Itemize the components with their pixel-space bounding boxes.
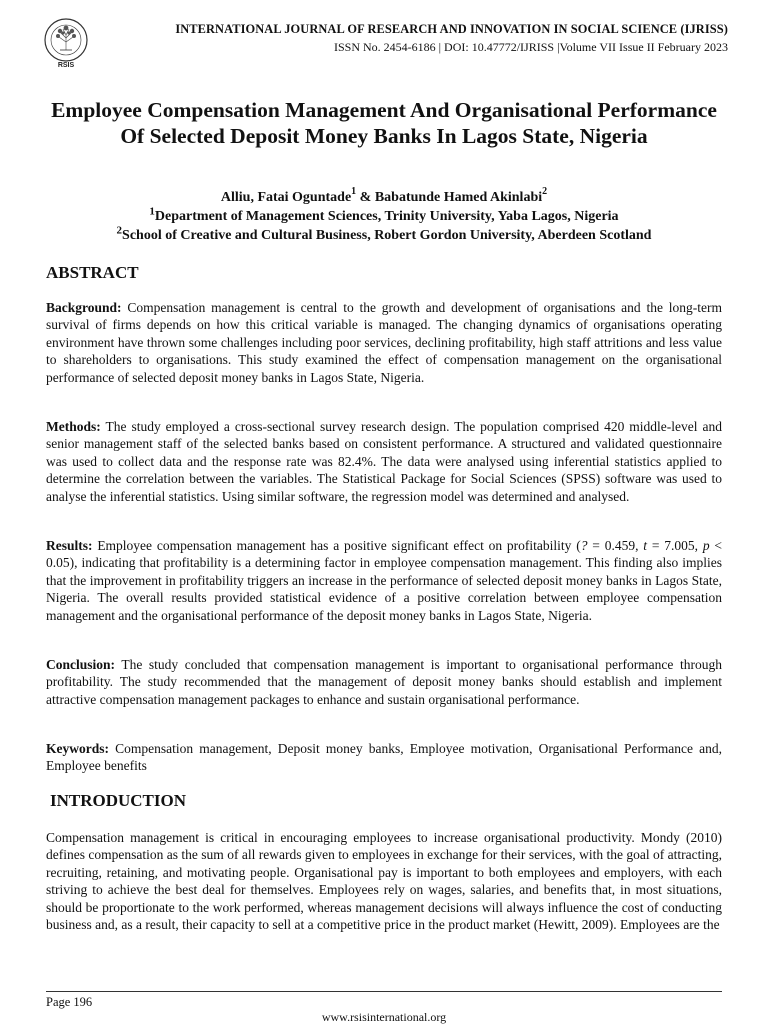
results-beta-symbol: ? — [580, 538, 588, 553]
author-1-affil-marker: 1 — [351, 186, 357, 198]
footer-divider — [46, 991, 722, 992]
background-label: Background: — [46, 300, 122, 315]
methods-text: The study employed a cross-sectional survey research design. The population comprised 420 middle-level and senior management staff of the selected banks based on consistent performance. A structured and validated questionnaire was used to collect data and the response rate was 82.4%. The data were analysed using inferential statistics applied to determine the correlation between the variables. The Statistical Package for Social Sciences (SPSS) software was used to analyse the inferential statistics. Using similar software, the regression model was determined and analysed. — [46, 419, 722, 504]
results-text-3: = 7.005, — [647, 538, 703, 553]
affiliation-1 — [40, 207, 728, 226]
author-1-name: Alliu, Fatai Oguntade — [220, 190, 352, 205]
introduction-text: Compensation management is critical in encouraging employees to increase organisational productivity. Mondy (2010) defines compensation as the sum of all rewards given to employees in exchange for their services, with the goal of attracting, recruiting, retaining, and motivating people. Organisational pay is important to both employees and employers, with each striving to achieve the best deal for themselves. Employees rely on wages, salaries, and benefits that, in most situations, should be proportionate to the work performed, whereas management decisions will always influence the cost of conducting business and, as a result, their capacity to sell at a competitive price in the product market (Hewitt, 2009). Employees are the — [46, 830, 722, 933]
page-number: Page 196 — [46, 995, 93, 1009]
abstract-background — [46, 299, 722, 386]
affiliation-2-number: 2 — [116, 224, 123, 237]
abstract-conclusion — [46, 656, 722, 708]
rsis-logo — [40, 16, 92, 68]
results-label: Results: — [46, 538, 93, 553]
introduction-heading: INTRODUCTION — [50, 791, 187, 810]
results-text-4: < 0.05), indicating that profitability is a determining factor in employee compensation management. This finding also implies that the improvement in profitability triggers an increase in the performance of selected deposit money banks in Lagos State, Nigeria. The overall results provided statistical evidence of a positive correlation between employee compensation management and the organisational performance of the deposit money banks in Lagos State, Nigeria. — [46, 538, 722, 623]
journal-issn-doi: ISSN No. 2454-6186 | DOI: 10.47772/IJRISS |Volume VII Issue II February 2023 — [333, 40, 728, 54]
author-block — [40, 188, 728, 245]
results-p-symbol: p — [702, 538, 710, 553]
conclusion-text: The study concluded that compensation management is important to organisational performance through profitability. The study recommended that the management of deposit money banks should establish and implement attractive compensation management packages to enhance and sustain organisational performance. — [46, 657, 722, 707]
abstract-keywords — [46, 740, 722, 775]
results-t-symbol: t — [643, 538, 648, 553]
journal-name: INTERNATIONAL JOURNAL OF RESEARCH AND INNOVATION IN SOCIAL SCIENCE (IJRISS) — [175, 22, 728, 36]
methods-label: Methods: — [46, 419, 101, 434]
keywords-text: Compensation management, Deposit money banks, Employee motivation, Organisational Performance and, Employee benefits — [46, 741, 722, 774]
author-2-affil-marker: 2 — [542, 186, 548, 198]
affiliation-2 — [40, 226, 728, 245]
author-2-name: Babatunde Hamed Akinlabi — [374, 190, 543, 205]
affiliation-1-number: 1 — [149, 205, 155, 218]
results-text-1: Employee compensation management has a positive significant effect on profitability ( — [97, 538, 581, 553]
author-separator: & — [356, 190, 375, 205]
results-text-2: = 0.459, — [587, 538, 644, 553]
background-text: Compensation management is central to the growth and development of organisations and the long-term survival of firms depends on how this critical variable is managed. The changing dynamics of organisations operating environment have thrown some challenges including poor services, declining profitability, high staff attritions and less value to shareholders to organisations. This study examined the effect of compensation management on the organisational performance of selected deposit money banks in Lagos State, Nigeria. — [46, 300, 722, 385]
affiliation-2-text: School of Creative and Cultural Business, Robert Gordon University, Aberdeen Scotland — [122, 228, 652, 243]
article-title: Employee Compensation Management And Organisational Performance Of Selected Deposit Money Banks In Lagos State, Nigeria — [51, 98, 717, 148]
logo-label: RSIS — [57, 62, 75, 68]
abstract-results — [46, 537, 722, 624]
conclusion-label: Conclusion: — [46, 657, 116, 672]
footer-website: www.rsisinternational.org — [321, 1010, 447, 1024]
keywords-label: Keywords: — [46, 741, 109, 756]
abstract-heading: ABSTRACT — [46, 263, 139, 282]
author-line — [40, 188, 728, 207]
abstract-methods — [46, 418, 722, 505]
affiliation-1-text: Department of Management Sciences, Trinity University, Yaba Lagos, Nigeria — [154, 209, 619, 224]
